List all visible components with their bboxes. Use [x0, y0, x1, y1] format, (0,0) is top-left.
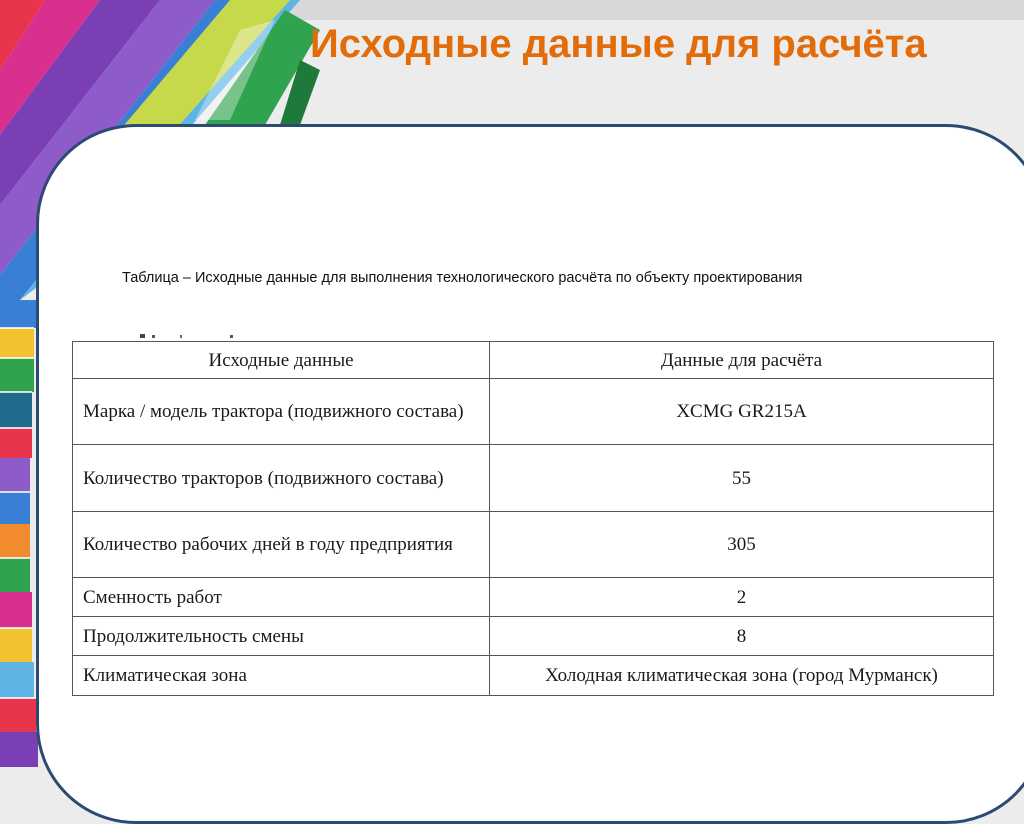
row-value: XCMG GR215A — [490, 379, 994, 445]
source-data-table — [72, 341, 994, 696]
row-label: Марка / модель трактора (подвижного состава) — [73, 379, 490, 445]
table-row — [73, 617, 994, 656]
row-value: 305 — [490, 512, 994, 578]
table-row — [73, 656, 994, 696]
row-value: Холодная климатическая зона (город Мурманск) — [490, 656, 994, 696]
table-header-row — [73, 342, 994, 379]
column-header: Исходные данные — [73, 342, 490, 379]
table-row — [73, 379, 994, 445]
row-value: 55 — [490, 445, 994, 512]
row-label: Сменность работ — [73, 578, 490, 617]
row-value: 2 — [490, 578, 994, 617]
row-label: Климатическая зона — [73, 656, 490, 696]
scan-artifact — [140, 333, 250, 339]
column-header: Данные для расчёта — [490, 342, 994, 379]
row-label: Количество рабочих дней в году предприятия — [73, 512, 490, 578]
table-caption: Таблица – Исходные данные для выполнения технологического расчёта по объекту проектирования — [122, 270, 803, 286]
row-value: 8 — [490, 617, 994, 656]
table-row — [73, 578, 994, 617]
slide-title: Исходные данные для расчёта — [310, 22, 927, 66]
table-row — [73, 445, 994, 512]
row-label: Количество тракторов (подвижного состава) — [73, 445, 490, 512]
table-row — [73, 512, 994, 578]
row-label: Продолжительность смены — [73, 617, 490, 656]
